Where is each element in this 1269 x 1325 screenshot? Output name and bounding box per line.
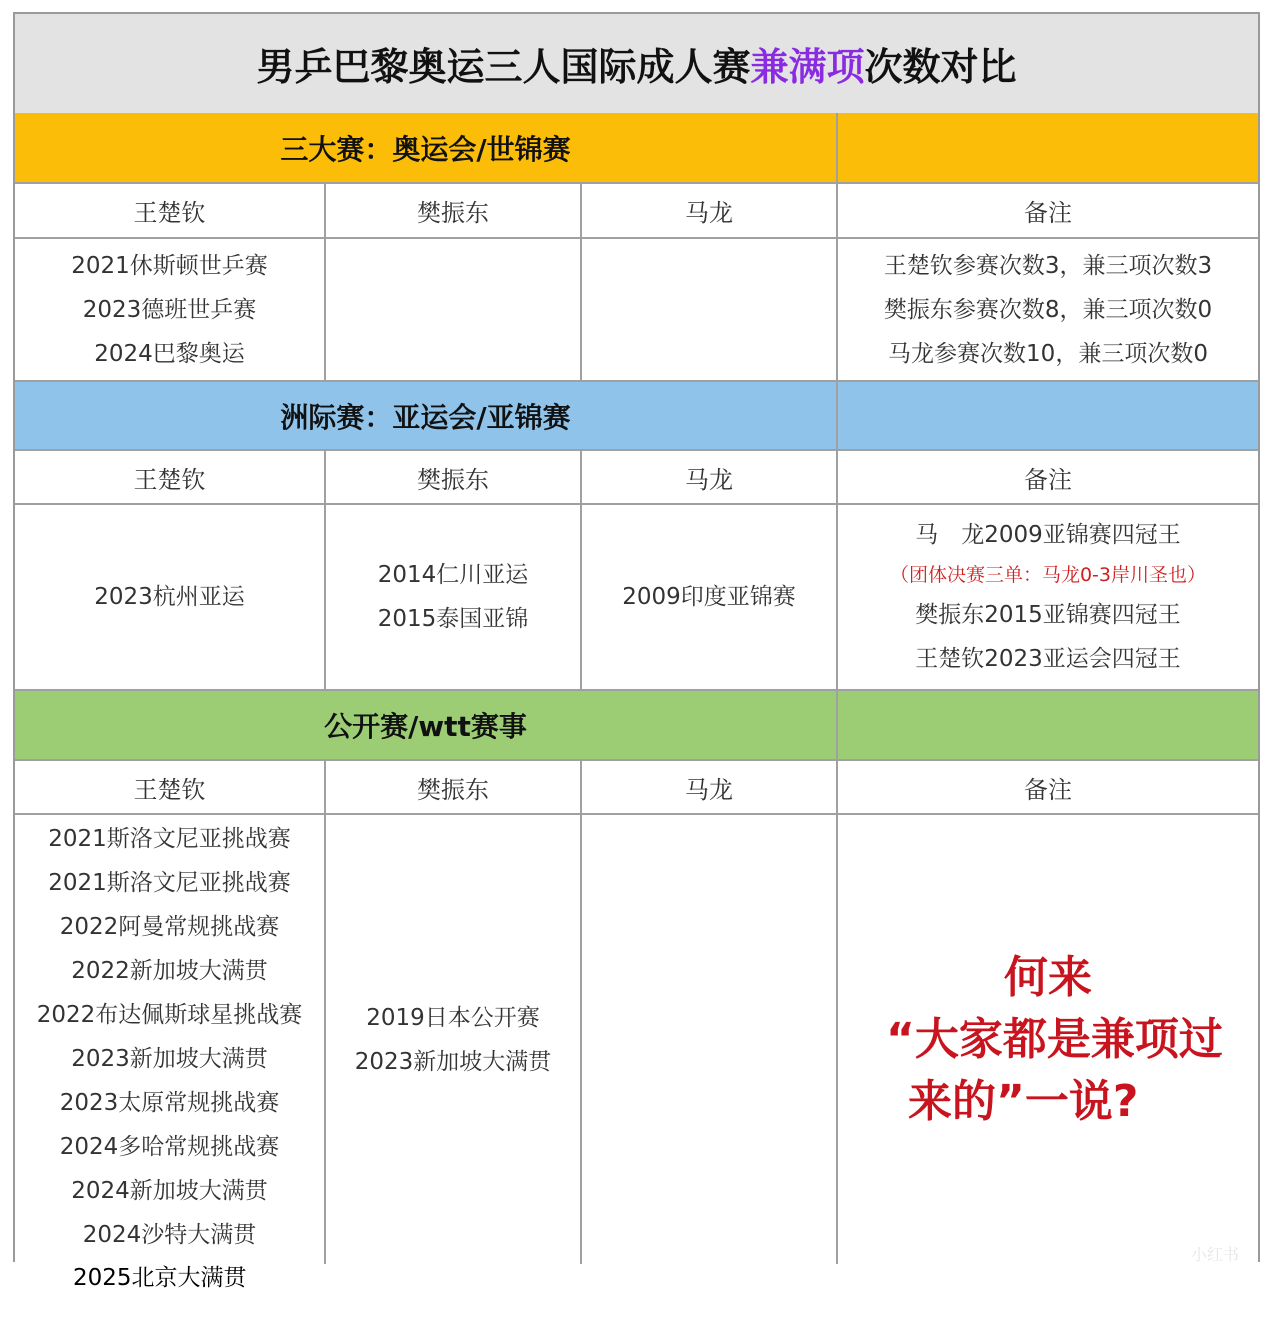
wang-events <box>15 505 326 689</box>
big-red-line: 来的”一说? <box>908 1075 1139 1127</box>
header-ma: 马龙 <box>582 184 838 237</box>
header-notes: 备注 <box>1024 199 1072 227</box>
event-item: 2023新加坡大满贯 <box>71 1046 268 1072</box>
section-band-continental <box>15 382 1258 451</box>
watermark: 小红书 <box>1190 1245 1239 1264</box>
header-notes: 备注 <box>1024 775 1072 804</box>
event-item: 2024多哈常规挑战赛 <box>59 1134 280 1160</box>
wang-events <box>15 815 326 1264</box>
event-item: 2014仁川亚运 <box>377 562 529 588</box>
header-wang: 王楚钦 <box>15 761 326 813</box>
event-item: 2022阿曼常规挑战赛 <box>59 914 280 940</box>
header-ma: 马龙 <box>582 451 838 503</box>
band-empty-cell <box>838 113 1258 182</box>
page-title <box>15 14 1258 115</box>
event-item: 2009印度亚锦赛 <box>622 584 796 610</box>
event-item: 2024巴黎奥运 <box>94 340 245 367</box>
note-line: 马龙参赛次数10，兼三项次数0 <box>888 340 1208 367</box>
fan-events <box>326 239 582 380</box>
table-row <box>15 505 1258 691</box>
note-line: 马 龙2009亚锦赛四冠王 <box>915 522 1181 548</box>
comparison-table <box>13 12 1260 1262</box>
section-label: 洲际赛：亚运会/亚锦赛 <box>15 382 838 449</box>
header-fan: 樊振东 <box>326 184 582 237</box>
table-header-row <box>15 451 1258 505</box>
wang-events <box>15 239 326 380</box>
event-item: 2019日本公开赛 <box>366 1004 540 1031</box>
title-pre: 男乒巴黎奥运三人国际成人赛 <box>256 45 751 89</box>
big-red-line: “大家都是兼项过 <box>886 1013 1223 1065</box>
event-item: 2024新加坡大满贯 <box>71 1178 268 1204</box>
event-item: 2023太原常规挑战赛 <box>59 1090 280 1116</box>
red-note: （团体决赛三单：马龙0-3岸川圣也） <box>889 564 1207 586</box>
header-wang: 王楚钦 <box>15 184 326 237</box>
ma-events <box>582 815 838 1264</box>
note-line: 王楚钦参赛次数3，兼三项次数3 <box>883 252 1213 279</box>
notes-cell <box>838 505 1258 689</box>
event-item: 2023杭州亚运 <box>94 584 245 610</box>
event-item: 2022新加坡大满贯 <box>71 958 268 984</box>
note-line: 王楚钦2023亚运会四冠王 <box>915 646 1181 672</box>
section-label: 三大赛：奥运会/世锦赛 <box>15 113 838 182</box>
notes-cell <box>838 815 1258 1264</box>
event-item: 2015泰国亚锦 <box>377 606 529 632</box>
event-item: 2021休斯顿世乒赛 <box>71 252 268 279</box>
title-highlight: 兼满项 <box>750 45 865 89</box>
event-item: 2024沙特大满贯 <box>82 1222 257 1248</box>
event-item: 2023德班世乒赛 <box>82 296 257 323</box>
table-row <box>15 815 1258 1264</box>
band-empty-cell <box>838 382 1258 449</box>
table-header-row <box>15 184 1258 239</box>
header-fan: 樊振东 <box>326 761 582 813</box>
fan-events <box>326 815 582 1264</box>
fan-events <box>326 505 582 689</box>
header-wang: 王楚钦 <box>15 451 326 503</box>
section-label: 公开赛/wtt赛事 <box>15 691 838 759</box>
notes-cell <box>838 239 1258 380</box>
ma-events <box>582 239 838 380</box>
ma-events <box>582 505 838 689</box>
overflow-event-text: 2025北京大满贯 <box>73 1265 247 1291</box>
table-row <box>15 239 1258 382</box>
event-item: 2021斯洛文尼亚挑战赛 <box>48 870 291 896</box>
band-empty-cell <box>838 691 1258 759</box>
title-post: 次数对比 <box>864 45 1017 89</box>
section-band-open <box>15 691 1258 761</box>
big-red-line: 何来 <box>1004 951 1092 1003</box>
event-item: 2023新加坡大满贯 <box>354 1048 552 1075</box>
note-line: 樊振东2015亚锦赛四冠王 <box>915 602 1181 628</box>
header-ma: 马龙 <box>582 761 838 813</box>
event-item: 2021斯洛文尼亚挑战赛 <box>48 826 291 852</box>
header-notes: 备注 <box>1024 465 1072 494</box>
note-line: 樊振东参赛次数8，兼三项次数0 <box>883 296 1213 323</box>
table-header-row <box>15 761 1258 815</box>
event-item: 2022布达佩斯球星挑战赛 <box>36 1002 303 1028</box>
section-band-majors <box>15 113 1258 184</box>
header-fan: 樊振东 <box>326 451 582 503</box>
